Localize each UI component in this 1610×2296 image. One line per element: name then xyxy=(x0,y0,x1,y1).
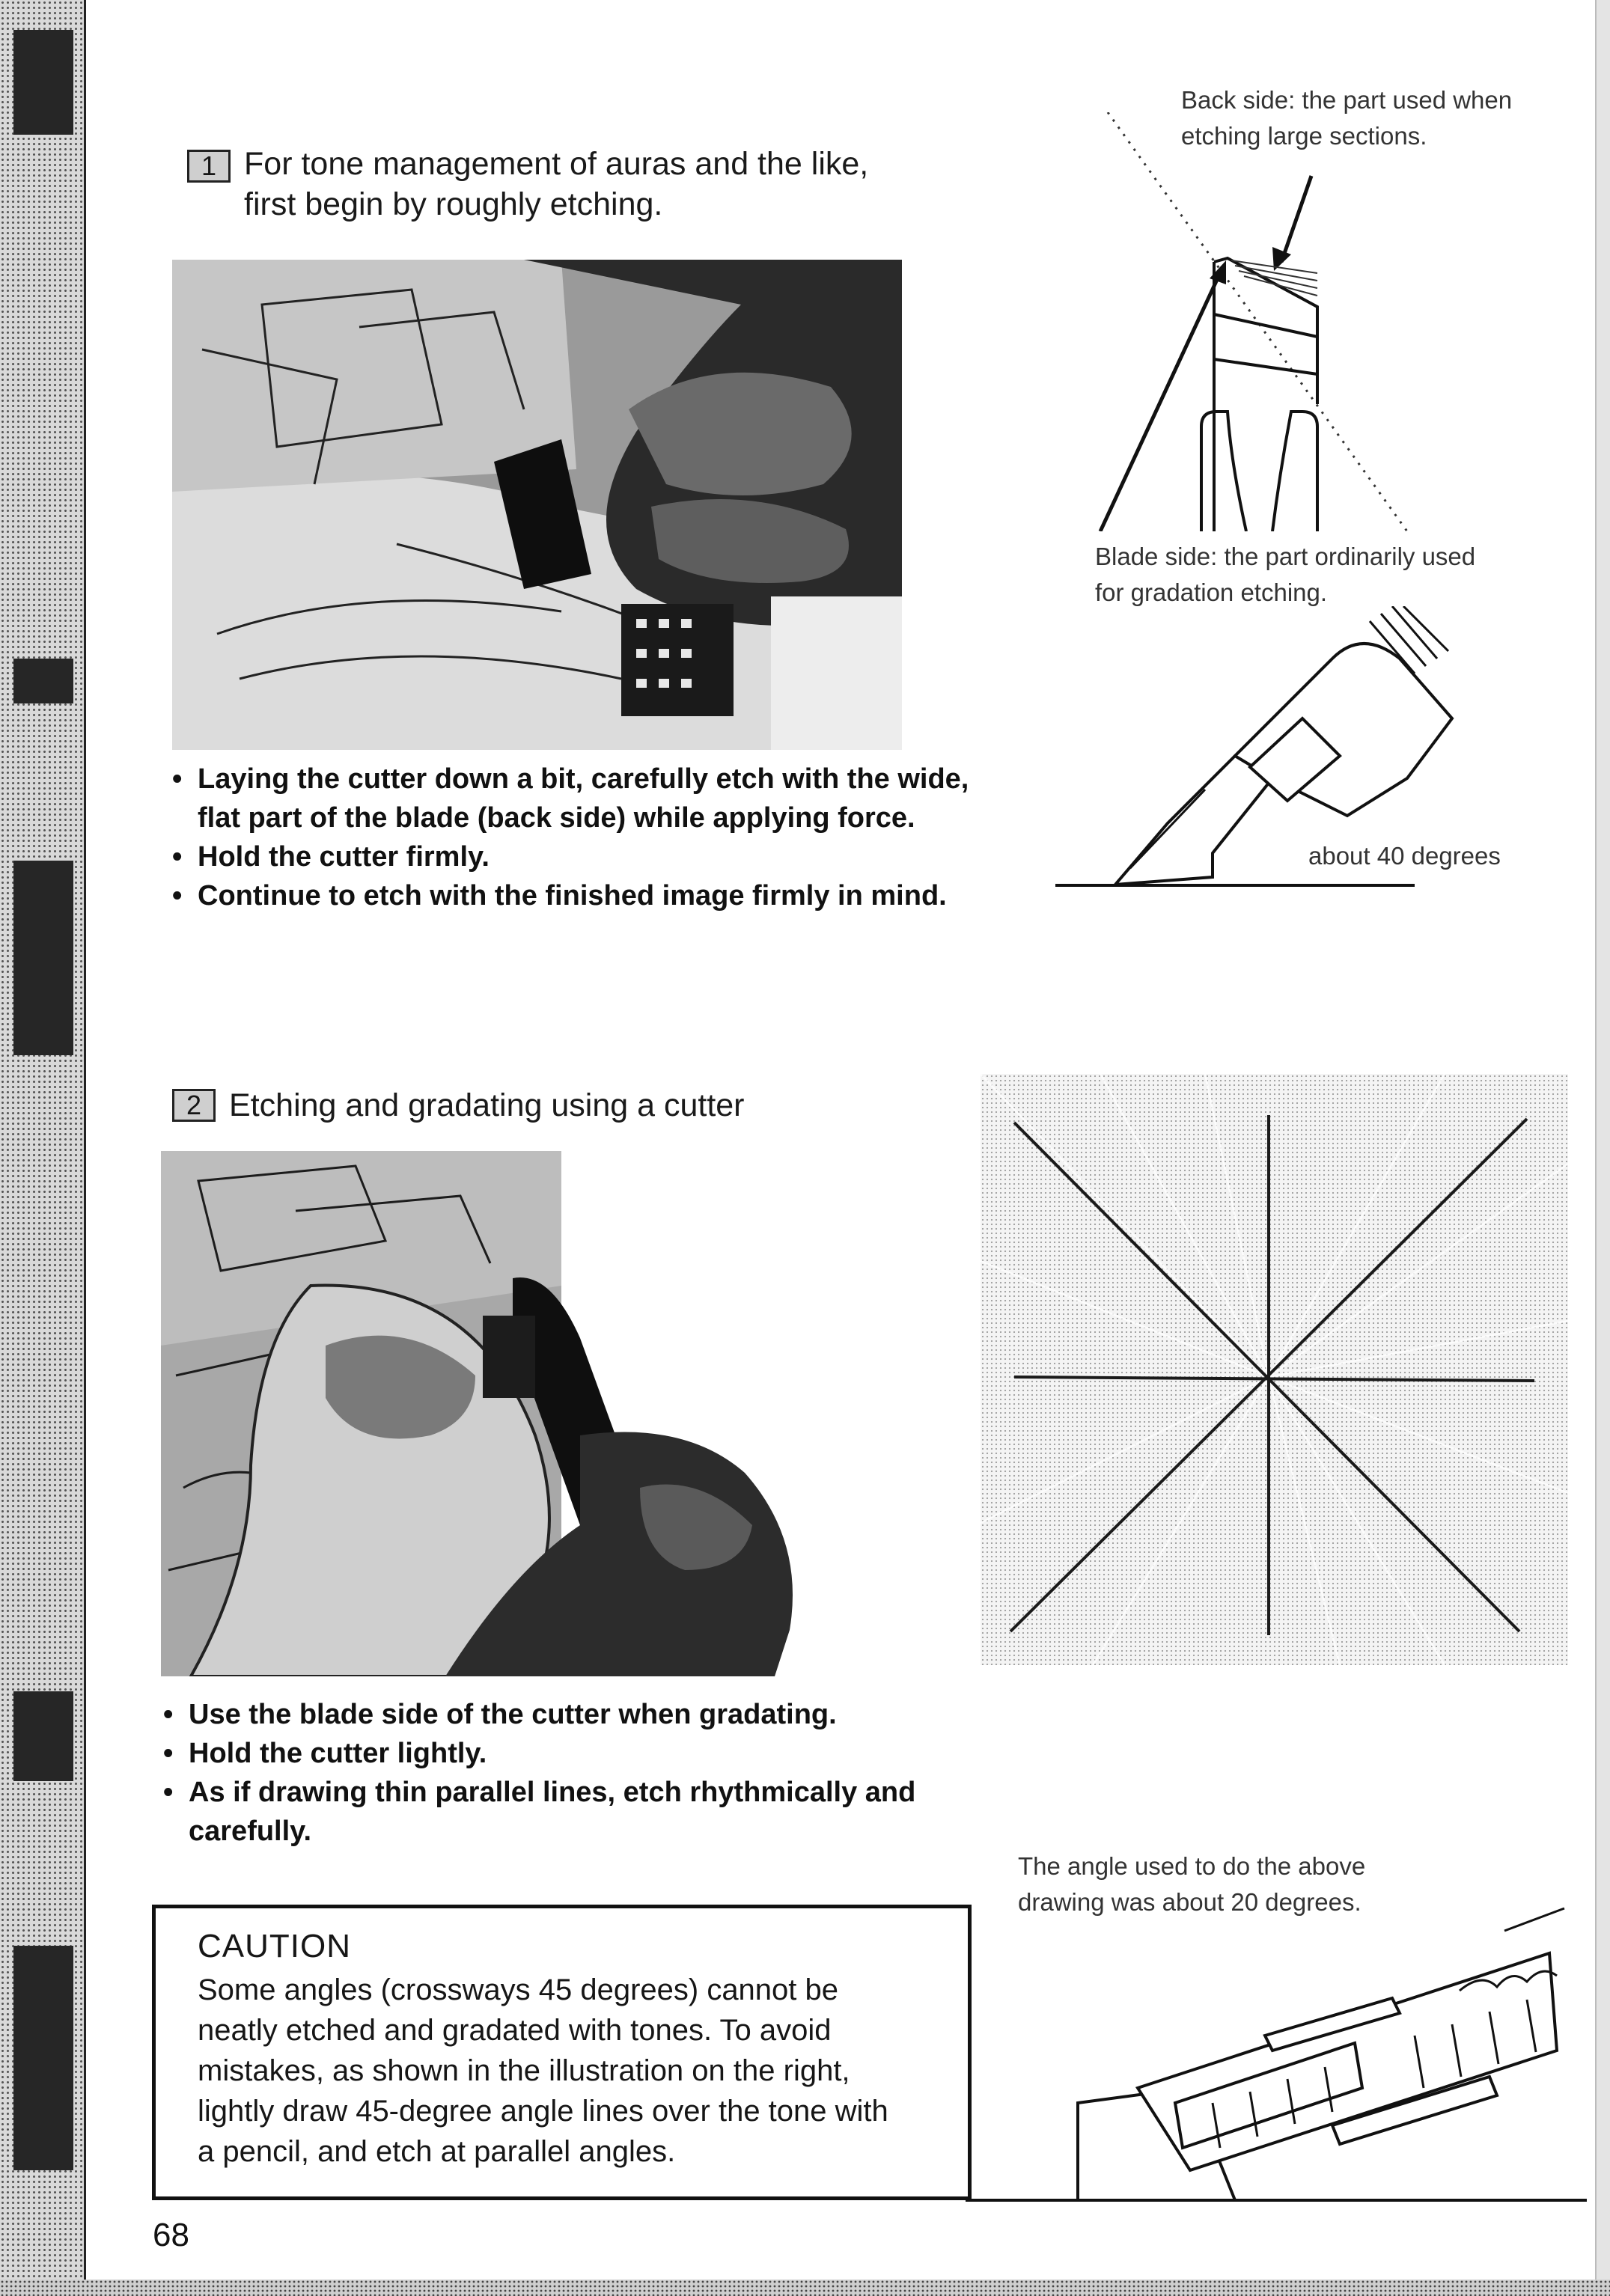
step1-heading xyxy=(187,144,936,225)
page-number: 68 xyxy=(153,2217,189,2253)
step2-bullet-1: • Use the blade side of the cutter when gradating. xyxy=(163,1695,949,1734)
caution-box xyxy=(152,1905,972,2200)
step1-title-line1: For tone management of auras and the like, xyxy=(244,146,869,182)
back-side-line1: Back side: the part used when xyxy=(1181,86,1513,114)
diagram2-caption-line2: drawing was about 20 degrees. xyxy=(1018,1888,1362,1916)
blade-side-line1: Blade side: the part ordinarily used xyxy=(1095,543,1476,570)
caution-line3: mistakes, as shown in the illustration on the right, xyxy=(198,2054,850,2087)
blade-side-line2: for gradation etching. xyxy=(1095,578,1328,606)
step2-bullet-3: • As if drawing thin parallel lines, etch rhythmically and xyxy=(163,1773,949,1812)
strip-mark xyxy=(13,659,73,703)
step1-bullet-2: • Hold the cutter firmly. xyxy=(172,837,981,876)
back-side-line2: etching large sections. xyxy=(1181,122,1427,150)
cutter-blade-illustration xyxy=(1048,112,1512,531)
step1-bullet-list xyxy=(172,760,981,915)
gradating-photo-illustration xyxy=(161,1151,882,1676)
caution-line1: Some angles (crossways 45 degrees) cannot be xyxy=(198,1973,839,2006)
step1-bullet-3: • Continue to etch with the finished image firmly in mind. xyxy=(172,876,981,915)
cutter-20-degree-diagram xyxy=(966,1901,1587,2208)
caution-line5: a pencil, and etch at parallel angles. xyxy=(198,2135,676,2168)
strip-mark xyxy=(13,861,73,1055)
step2-bullet-3-cont: carefully. xyxy=(189,1816,312,1847)
left-edge-strip xyxy=(0,0,86,2296)
cutter-20-degree-illustration xyxy=(966,1901,1587,2208)
step1-bullet-1-cont: flat part of the blade (back side) while applying force. xyxy=(198,802,915,834)
diagram2-caption-line1: The angle used to do the above xyxy=(1018,1852,1366,1880)
step2-title: Etching and gradating using a cutter xyxy=(229,1087,745,1123)
etching-photo-illustration xyxy=(172,260,902,750)
step1-bullet-1: • Laying the cutter down a bit, carefully etch with the wide, xyxy=(172,760,981,799)
strip-mark xyxy=(13,1946,73,2170)
bottom-edge-strip xyxy=(0,2280,1610,2296)
step1-number-box: 1 xyxy=(187,150,231,183)
strip-mark xyxy=(13,30,73,135)
step1-title-line2: first begin by roughly etching. xyxy=(244,186,663,222)
strip-mark xyxy=(13,1691,73,1781)
right-edge xyxy=(1595,0,1610,2296)
caution-line2: neatly etched and gradated with tones. To avoid xyxy=(198,2014,832,2047)
angle-40-label: about 40 degrees xyxy=(1308,842,1501,870)
step2-bullet-list xyxy=(163,1695,949,1851)
step2-photo xyxy=(161,1151,882,1676)
caution-title: CAUTION xyxy=(198,1928,351,1964)
caution-line4: lightly draw 45-degree angle lines over the tone with xyxy=(198,2095,888,2128)
cutter-blade-diagram xyxy=(1048,112,1512,531)
step2-heading xyxy=(172,1085,921,1126)
step1-photo xyxy=(172,260,902,750)
star-lines-tone-illustration xyxy=(981,1074,1568,1665)
step2-bullet-2: • Hold the cutter lightly. xyxy=(163,1734,949,1773)
blade-side-caption xyxy=(1095,539,1544,611)
etched-lines-diagram xyxy=(981,1074,1568,1665)
step2-number-box: 2 xyxy=(172,1089,216,1122)
